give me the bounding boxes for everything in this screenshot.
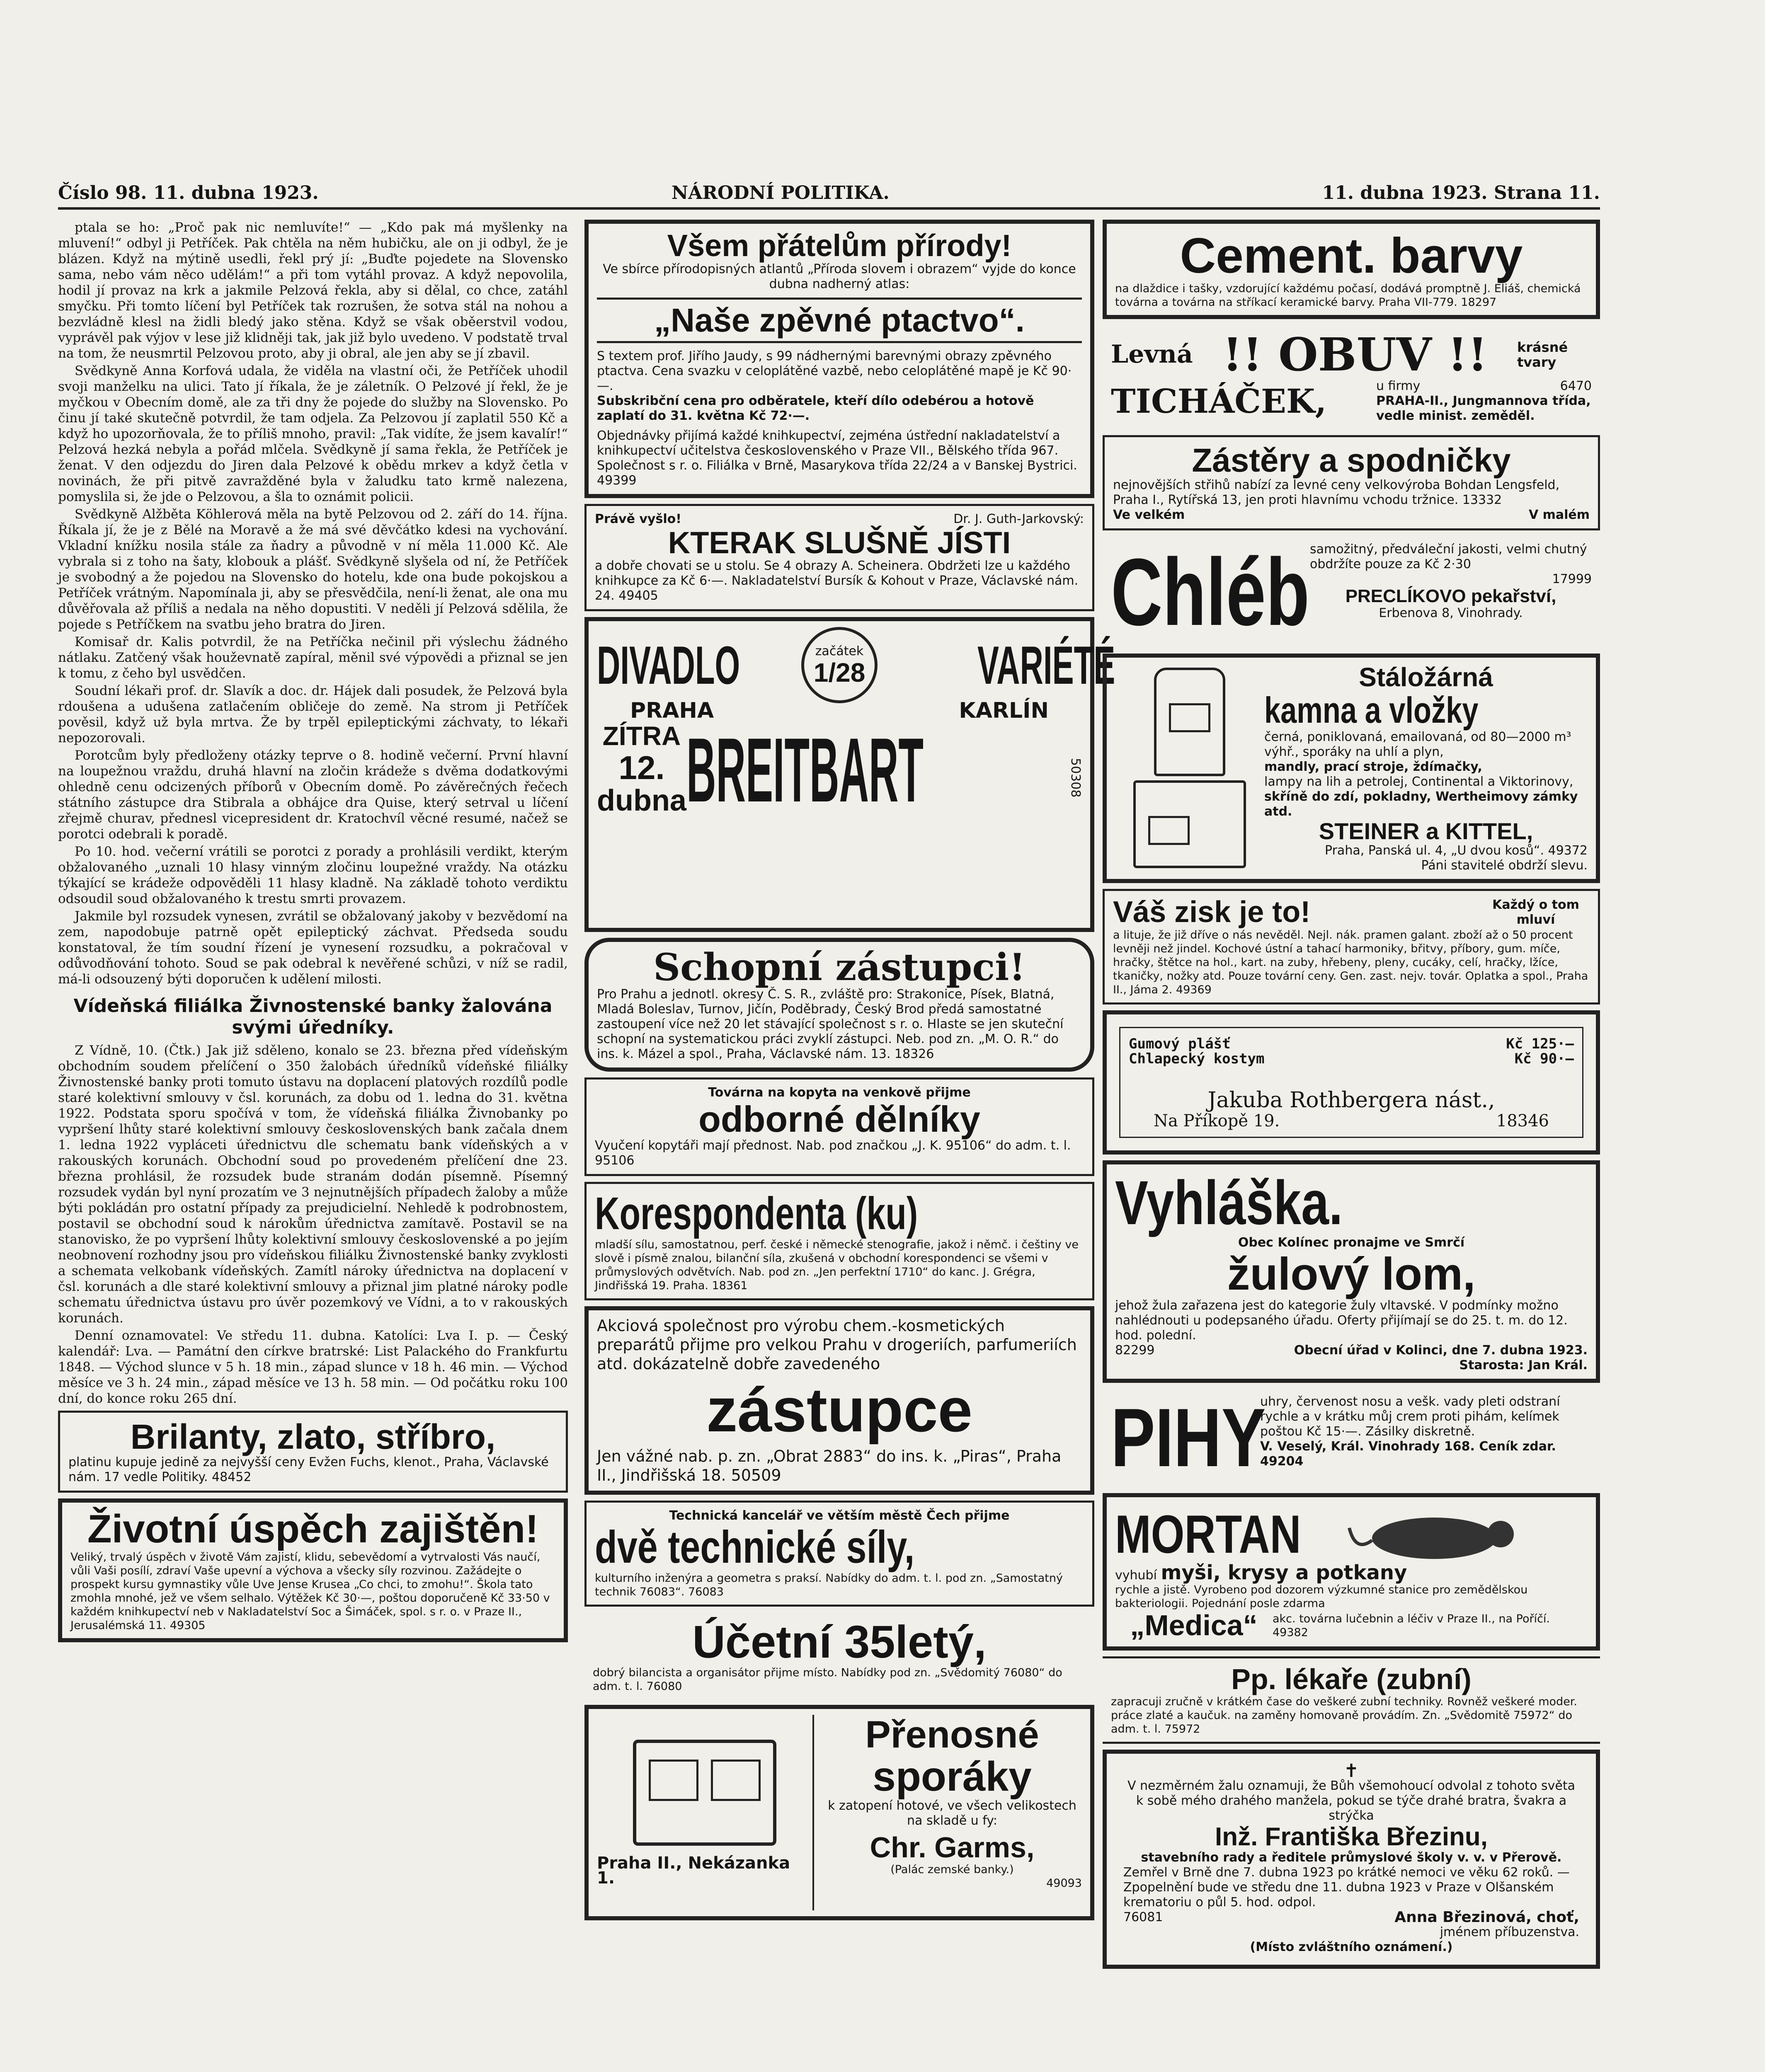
ad-vyhlaska-text: jehož žula zařazena jest do kategorie žuly vltavské. V podmínky možno nahlédnouti u podepsaného úřadu. Oferty přijímají se do 25. t. m. do 12. hod. polední. xyxy=(1115,1298,1568,1343)
ad-sporaky-note: (Palác zemské banky.) xyxy=(890,1863,1014,1876)
ad-cement-text: na dlaždice i tašky, vzdorující každému počasí, dodává promptně J. Eliáš, chemická továrna a továrna na stříkací keramické barvy. Praha VII-779. 18297 xyxy=(1115,282,1581,309)
ad-obuv xyxy=(1103,325,1600,429)
ad-korespondenta-text: mladší sílu, samostatnou, perf. české i německé stenografie, jakož i němč. i češtiny ve slově i písmě znalou, bilanční síla, zkušená v obchodní korespondenci se všemi v průmyslových odvětvích. Nab. pod zn. „Jen perfektní 1710“ do kanc. J. Grégra, Jindřišská 19. Praha. 18361 xyxy=(595,1238,1079,1292)
ad-mortan-title: MORTAN xyxy=(1115,1503,1301,1564)
ad-pihy-text: uhry, červenost nosu a vešk. vady pleti odstraní rychle a v krátku můj crem proti pihám, kelímek poštou Kč 15·—. Zásilky diskretně. xyxy=(1260,1394,1560,1439)
ad-mortan-text2: myši, krysy a potkany xyxy=(1161,1561,1407,1584)
ad-stalozarna-kamna xyxy=(1103,654,1600,883)
article-paragraph: Komisař dr. Kalis potvrdil, že na Petříčka nečinil při výslechu žádného nátlaku. Zatčený však houževnatě zapíral, měnil své výpovědi a přiznal se jen k tomu, z čeho byl usvědčen. xyxy=(58,634,568,681)
ad-pratele-text2: Subskribční cena pro odběratele, kteří dílo odebérou a hotově zaplatí do 31. května Kč 72·—. xyxy=(597,393,1034,423)
ad-rothberger-price1: Kč 125·— xyxy=(1506,1035,1574,1052)
ad-pihy xyxy=(1103,1389,1600,1487)
ad-lekare-text: zapracuji zručně v krátkém čase do veškeré zubní techniky. Rovněž veškeré moder. práce zlaté a kaučuk. na zaměny homovaně provádím. Zn. „Svědomitě 75972“ do adm. t. l. 75972 xyxy=(1111,1695,1578,1736)
stove-icon xyxy=(633,1740,776,1846)
ad-kamna-title1: Stáložárná xyxy=(1359,662,1493,692)
cooker-icon xyxy=(1133,780,1246,868)
ad-chleb-copy xyxy=(1310,542,1592,642)
ad-rothberger-row2 xyxy=(1129,1051,1574,1066)
ad-zastupce-text2: Jen vážné nab. p. zn. „Obrat 2883“ do ins. k. „Piras“, Praha II., Jindřišská 18. 50509 xyxy=(597,1447,1062,1485)
ad-schopni-title: Schopní zástupci! xyxy=(653,945,1026,990)
ad-obuv-top xyxy=(1111,328,1592,381)
ad-zivotni-title: Životní úspěch zajištěn! xyxy=(87,1507,539,1552)
ad-sporaky-text: k zatopení hotové, ve všech velikostech na skladě u fy: xyxy=(828,1798,1076,1828)
ad-ucetni-text: dobrý bilancista a organisátor přijme místo. Nabídky pod zn. „Svědomitý 76080“ do adm. t. l. 76080 xyxy=(593,1666,1062,1693)
article-headline: Vídeňská filiálka Živnostenské banky žalována svými úředníky. xyxy=(73,995,553,1038)
ad-kamna-text4: skříně do zdí, pokladny, Wertheimovy zámky atd. xyxy=(1264,789,1578,819)
ad-pratele-prirody xyxy=(584,220,1094,498)
ad-pratele-atlas: „Naše zpěvné ptactvo“. xyxy=(597,298,1082,343)
ad-delniky-text: Vyučení kopytáři mají přednost. Nab. pod značkou „J. K. 95106“ do adm. t. l. 95106 xyxy=(595,1138,1071,1168)
ad-obuv-firm: TICHÁČEK, xyxy=(1111,381,1327,421)
ad-zivotni xyxy=(58,1498,568,1642)
article-trial xyxy=(58,220,568,987)
ad-delniky-title: odborné dělníky xyxy=(698,1098,980,1140)
ad-schopni-zastupci xyxy=(584,938,1094,1072)
ad-sporaky-firm: Chr. Garms, xyxy=(870,1831,1035,1864)
ad-vyhlaska xyxy=(1103,1160,1600,1383)
article-paragraph: Svědkyně Alžběta Köhlerová měla na bytě Pelzovou od 2. září do 14. října. Říkala jí, že je z Bělé na Moravě a že má své děvčátko kdesi na vychování. Vkladní knížku nosila stále za ňadry a původně v ní měla 11.000 Kč. Ale vybrala si z toho na šaty, klobouk a plášť. Svědkyně slyšela od ní, že Petříček je svobodný a že pojedou na Slovensko do hotelu, kde ona bude pokojskou a Petříček vrátným. Napomínala ji, aby se přesvědčila, není-li ženat, ale ona mu důvěřovala až příliš a nedala na něho dopustiti. V neděli jí Pelzová sdělila, že pojede s Petříčkem na svatbu jeho bratra do Jiren. xyxy=(58,507,568,632)
ad-divadlo-zitra: ZÍTRA xyxy=(602,721,681,751)
ad-obuv-address xyxy=(1376,379,1592,424)
ad-pratele-title: Všem přátelům přírody! xyxy=(667,228,1012,263)
ad-divadlo-date xyxy=(597,722,686,818)
ad-mortan xyxy=(1103,1493,1600,1651)
ad-chleb-text: samožitný, předváleční jakosti, velmi chutný obdržíte pouze za Kč 2·30 xyxy=(1310,542,1587,571)
ad-zastery xyxy=(1103,435,1600,530)
ad-zisk-title: Váš zisk je to! xyxy=(1113,896,1311,929)
column-3 xyxy=(1103,220,1600,2072)
ad-parte-text2: Zemřel v Brně dne 7. dubna 1923 po krátké nemoci ve věku 62 roků. — Zpopelnění bude ve středu dne 11. dubna 1923 v Praze v Olšanském krematoriu o půl 5. hod. odpol. xyxy=(1123,1865,1570,1910)
ad-kamna-addr: Praha, Panská ul. 4, „U dvou kosů“. 49372 xyxy=(1325,843,1588,858)
ad-divadlo-title2: VARIÉTÉ xyxy=(977,635,1115,696)
ad-divadlo-code: 50308 xyxy=(1068,758,1083,798)
ad-technicke-line1: Technická kancelář ve větším městě Čech přijme xyxy=(669,1508,1010,1523)
ad-sporaky-code: 49093 xyxy=(1046,1877,1082,1890)
ad-prenosne-sporaky xyxy=(584,1705,1094,1920)
ad-mortan-text1: vyhubí xyxy=(1115,1568,1157,1583)
article-paragraph: Jakmile byl rozsudek vynesen, zvrátil se obžalovaný jakoby v bezvědomí na zem, napodobuje patrně opět epileptický záchvat. Předseda soudu konstatoval, že tím soudní řízení je vynesení rozsudku, a pokračoval v odůvodňování tohoto. Soud se pak odebral k nevěřené schůzi, v níž se radil, má-li odsouzený býti doporučen k udělení milosti. xyxy=(58,909,568,987)
article-paragraph: Z Vídně, 10. (Čtk.) Jak již sděleno, konalo se 23. března před vídeňským obchodním soudem přelíčení o 350 žalobách úředníků vídeňské filiálky Živnostenské banky proti tomuto ústavu na doplacení platových rozdílů podle staré kolektivní smlouvy v čsl. korunách, za dobu od 1. ledna do 31. května 1922. Podstata sporu spočívá v tom, že vídeňská filiálka Živnobanky po vypršení lhůty staré kolektivní smlouvy československých bank začala dnem 1. ledna 1922 vypláceti úřednictvu dle schematu bank vídeňských a v rakouských korunách. Obchodní soud po provedeném přelíčení dne 23. března prohlásil, že rozsudek bude stranám dodán písemně. Písemný rozsudek vydán byl nyní prozatím ve 3 nejnutnějších případech žaloby a může býti pokládán pro ostatní případy za prejudicielní. Nehledě k podrobnostem, postavil se obchodní soud k nárokům úřednictva zamítavě. Postavil se na stanovisko, že po vypršení lhůty kolektivní smlouvy československé a po jejím neobnovení rozhodny jsou pro vídeňskou filiálku Živnostenské banky zvyklosti a schemata velkobank vídeňských. Zamítl nároky úřednictva na doplacení v čsl. korunách a dle staré kolektivní smlouvy a přiznal jim platné nároky podle schematu úřednictva ústavu pro úvěr pozemkový ve Vídni, a to v rakouských korunách. xyxy=(58,1043,568,1326)
ad-obuv-levna: Levná xyxy=(1111,340,1193,369)
ad-divadlo-places xyxy=(597,698,1082,724)
ad-parte xyxy=(1103,1750,1600,1969)
header-issue: Číslo 98. 11. dubna 1923. xyxy=(58,182,319,203)
ad-ucetni-title: Účetní 35letý, xyxy=(692,1616,987,1668)
ad-kamna-copy xyxy=(1264,663,1588,873)
ad-kterak-top xyxy=(595,512,1084,527)
ad-parte-role: stavebního rady a ředitele průmyslové školy v. v. v Přerově. xyxy=(1141,1850,1562,1865)
ad-pihy-title: PIHY xyxy=(1111,1391,1266,1484)
ad-rothberger-item1: Gumový plášť xyxy=(1129,1035,1231,1052)
ad-brilanty-text: platinu kupuje jedině za nejvyšší ceny Evžen Fuchs, klenot., Praha, Václavské nám. 17 vedle Politiky. 48452 xyxy=(68,1455,549,1485)
header-title: NÁRODNÍ POLITIKA. xyxy=(672,182,890,203)
ad-divadlo-praha: PRAHA xyxy=(630,698,714,724)
ad-korespondenta-title: Korespondenta (ku) xyxy=(595,1188,918,1239)
article-paragraph: Porotcům byly předloženy otázky teprve o 8. hodině večerní. První hlavní na loupežnou vraždu, druhá hlavní na zločin krádeže s dvěma dodatkovými ohledně cenu odcizených příborů v Obecním domě. Po závěrečných řečech státního zástupce dra Stibrala a obhájce dra Quise, který setrval u líčení zřejmě churav, přednesl vicepresident dr. Kratochvíl věcné resumé, načež se porotci odebrali k poradě. xyxy=(58,748,568,842)
ad-mortan-text3: rychle a jistě. Vyrobeno pod dozorem výzkumné stanice pro zemědělskou bakteriologii. Pojednání posle zdarma xyxy=(1115,1583,1528,1610)
ad-kamna-text3: lampy na lih a petrolej, Continental a Viktorinovy, xyxy=(1264,774,1573,789)
ad-divadlo-time-badge xyxy=(801,627,878,703)
ad-rothberger xyxy=(1103,1010,1600,1155)
ad-obuv-side: krásné tvary xyxy=(1517,339,1568,370)
ad-rothberger-row1 xyxy=(1129,1036,1574,1051)
ad-kamna-note: Páni stavitelé obdrží slevu. xyxy=(1421,858,1588,873)
ad-kamna-images xyxy=(1115,663,1264,873)
ad-parte-text1: V nezměrném žalu oznamuji, že Bůh všemohoucí odvolal z tohoto světa k sobě mého drahého manžela, pokud se týče drahé bratra, švakra a strýčka xyxy=(1127,1778,1576,1823)
ad-zastery-title: Zástěry a spodničky xyxy=(1192,441,1511,479)
ad-chleb-code: 17999 xyxy=(1552,571,1592,586)
ad-sporaky-image xyxy=(597,1715,814,1910)
ad-zisk-text: a lituje, že již dříve o nás nevěděl. Nejl. nák. pramen galant. zboží až o 50 procent levněji než jindel. Kochové ústní a tahací harmoniky, břitvy, příbory, gum. míče, hračky, štětce na hol., kart. na zuby, hřebeny, pleny, cucáky, celí, hračky, lžíce, tkaničky, nožky atd. Pouze tovární ceny. Gen. zast. nejv. továr. Oplatka a spol., Praha II., Jámа 2. 49369 xyxy=(1113,928,1588,996)
ad-kterak-new: Právě vyšlo! xyxy=(595,511,681,526)
ad-zastery-text: nejnovějších střihů nabízí za levné ceny velkovýroba Bohdan Lengsfeld, Praha I., Rytířská 13, jen proti hlavnímu vchodu tržnice. 13332 xyxy=(1113,477,1560,507)
ad-parte-code: 76081 xyxy=(1123,1910,1163,1925)
ad-parte-foot xyxy=(1123,1910,1579,1925)
ad-parte-signer: Anna Březinová, choť, xyxy=(1394,1909,1579,1926)
ad-rothberger-firm: Jakuba Rothbergera nást., xyxy=(1207,1087,1495,1113)
ad-sporaky-addr: Praha II., Nekázanka 1. xyxy=(597,1854,790,1888)
ad-divadlo-variete xyxy=(584,617,1115,932)
ad-mortan-top xyxy=(1115,1503,1588,1565)
ad-vyhlaska-line1: Obec Kolínec pronajme ve Smrčí xyxy=(1238,1235,1465,1250)
ad-kterak-author: Dr. J. Guth-Jarkovský: xyxy=(953,511,1084,526)
column-1 xyxy=(58,220,568,2072)
ad-pratele-text3: Objednávky přijímá každé knihkupectví, zejména ústřední nakladatelství a knihkupectví učitelstva československého v Praze VII., Bělského třída 967. Společnost s r. o. Filiálka v Brně, Masarykova třída 22/24 a v Banskej Bystrici. 49399 xyxy=(597,428,1077,488)
ad-divadlo-bottom xyxy=(597,719,1082,821)
ad-chleb-title: Chléb xyxy=(1111,538,1310,645)
newspaper-page xyxy=(58,182,1600,2072)
ad-kamna-text1: černá, poniklovaná, emailovaná, od 80—2000 m³ výhř., sporáky na uhlí a plyn, xyxy=(1264,729,1571,759)
page-header xyxy=(58,182,1600,210)
ad-brilanty xyxy=(58,1411,568,1493)
article-paragraph: ptala se ho: „Proč pak nic nemluvíte!“ — „Kdo pak má myšlenky na mluvení!“ odbyl ji Petříček. Pak chtěla na něm hubičku, ale on ji odbyl, že je blázen. Když na mýtině usedli, řekl prý jí: „Buďte pojedete na Slovensko sama, nebo vám něco udělám!“ a při tom vytáhl provaz. A když nepovolila, hodil jí provaz na krk a jakmile Pelzová řekla, aby si dělal, co chce, zatáhl smyčku. Při tomto líčení byl Petříček tak rozrušen, že sotva stál na nohou a bezvládně klesl na židli bledý jako stěna. Když se však oběerstvil vodou, vyprávěl pak výjov v lese již klidněji tak, jak již bylo uvedeno. V podstatě trval na tom, že neusmrtil Pelzovou proto, aby ji obral, ale jen aby se jí zbavil. xyxy=(58,220,568,361)
ad-technicke-title: dvě technické síly, xyxy=(595,1522,915,1573)
ad-chleb-addr: Erbenova 8, Vinohrady. xyxy=(1379,605,1523,620)
ad-parte-note: (Místo zvláštního oznámení.) xyxy=(1250,1940,1453,1955)
ad-vyhlaska-foot xyxy=(1115,1343,1588,1358)
ad-sporaky-title1: Přenosné xyxy=(865,1714,1039,1756)
ad-divadlo-top xyxy=(597,627,1115,703)
ad-rothberger-item2: Chlapecký kostym xyxy=(1129,1050,1265,1067)
ad-divadlo-karlin: KARLÍN xyxy=(959,698,1049,724)
ad-rothberger-code: 18346 xyxy=(1496,1111,1549,1130)
ad-parte-signer2: jménem příbuzenstva. xyxy=(1440,1925,1579,1940)
ad-mortan-foot xyxy=(1115,1610,1588,1641)
ad-zastupce xyxy=(584,1306,1094,1495)
ad-mortan-line xyxy=(1115,1561,1588,1584)
ad-delniky-line1: Továrna na kopyta na venkově přijme xyxy=(708,1085,971,1100)
ad-pihy-copy xyxy=(1260,1394,1592,1481)
ad-zastery-foot-right: V malém xyxy=(1528,507,1590,522)
stove-icon xyxy=(1154,668,1225,776)
ad-obuv-addr: PRAHA-II., Jungmannova třída, vedle minist. zeměděl. xyxy=(1376,393,1591,423)
ad-divadlo-act: BREITBART xyxy=(686,719,924,821)
ad-kterak-title: KTERAK SLUŠNĚ JÍSTI xyxy=(668,525,1011,560)
ad-obuv-title: !! OBUV !! xyxy=(1222,328,1488,381)
ad-pratele-intro: Ve sbírce přírodopisných atlantů „Příroda slovem i obrazem“ vyjde do konce dubna nadherný atlas: xyxy=(603,261,1076,291)
ad-korespondenta xyxy=(584,1182,1094,1300)
ad-zastupce-title: zástupce xyxy=(706,1375,972,1445)
ad-divadlo-month: dubna xyxy=(597,784,686,817)
ad-zivotni-text: Veliký, trvalý úspěch v životě Vám zajistí, klidu, sebevědomí a vytrvalosti Vás naučí, vůli Vaši posílí, zdraví Vaše upevní a výchova a všecky síly rozvinou. Zažádejte o prospekt kursu gymnastiky vůle Uve Jense Krusea „Co chci, to zmohu!“. Škola tato zmohla mnohé, jež ve všem selhalo. Výtěžek Kč 30·—, poštou doporučeně Kč 33·50 v každém knihkupectví neb v Nakladatelství Soc a Šimáček, spol. s r. o. v Praze II., Jerusalémská 11. 49305 xyxy=(70,1550,550,1632)
ad-vyhlaska-code: 82299 xyxy=(1115,1343,1155,1358)
ad-lekare-title: Pp. lékaře (zubní) xyxy=(1231,1663,1472,1696)
ad-kterak-text: a dobře chovati se u stolu. Se 4 obrazy A. Scheinera. Obdržeti lze u každého knihkupce za Kč 6·—. Nakladatelství Bursík & Kohout v Praze, Václavské nám. 24. 49405 xyxy=(595,559,1079,603)
ad-rothberger-price2: Kč 90·— xyxy=(1514,1050,1574,1067)
ad-vyhlaska-mayor: Starosta: Jan Král. xyxy=(1459,1358,1588,1372)
ad-divadlo-badge-time: 1/28 xyxy=(813,657,866,687)
article-paragraph: Svědkyně Anna Korfová udala, že viděla na vlastní oči, že Petříček uhodil svoji manželku na ulici. Tato jí říkala, že je záletník. O Pelzové jí řekl, že je myčkou v Obecním domě, ale za tři dny že pojede do služby na Slovensko. Po činu jí také skutečně potvrdil, že tam odjela. Za Pelzovou jí zaplatil 550 Kč a když ho upozorňovala, že to příliš mnoho, pravil: „Tak vidíte, že jsem kavalír!“ Pelzová hezká nebyla a pořád mlčela. Svědkyně jí sama řekla, že Petříček je ženat. V den odjezdu do Jiren dala Pelzové k obědu mrkev a když četla v novinách, že při pitvě zavražděné byla v žaludku tato krmě nalezena, pomyslila si, že jde o Pelzovou, a šla to oznámit policii. xyxy=(58,363,568,504)
ad-vyhlaska-office: Obecní úřad v Kolinci, dne 7. dubna 1923. xyxy=(1294,1343,1588,1358)
ad-lekare xyxy=(1103,1656,1600,1744)
ad-vyhlaska-title2: žulový lom, xyxy=(1227,1249,1476,1300)
ad-ucetni xyxy=(584,1612,1094,1699)
ad-zisk-side: Každý o tom mluví xyxy=(1492,898,1579,927)
ad-divadlo-badge-top: začátek xyxy=(815,644,864,658)
ad-kamna-firm: STEINER a KITTEL, xyxy=(1319,818,1533,844)
ad-zastupce-text1: Akciová společnost pro výrobu chem.-kosmetických preparátů přijme pro velkou Prahu v drogeriích, parfumeriích atd. dokázatelně dobře zavedeného xyxy=(597,1316,1077,1373)
ad-rothberger-addr: Na Příkopě 19. xyxy=(1154,1111,1280,1130)
ad-zastery-foot xyxy=(1113,508,1590,523)
ad-cement-title: Cement. barvy xyxy=(1180,228,1523,283)
article-bank xyxy=(58,1043,568,1406)
ad-divadlo-day: 12. xyxy=(618,749,665,786)
ad-technicke-sily xyxy=(584,1501,1094,1607)
ad-kamna-title2: kamna a vložky xyxy=(1264,690,1479,731)
ad-sporaky-title2: sporáky xyxy=(873,1753,1032,1800)
ad-technicke-text: kulturního inženýra a geometra s praksí. Nabídky do adm. t. l. pod zn. „Samostatný technik 76083“. 76083 xyxy=(595,1571,1063,1598)
ad-rothberger-inner xyxy=(1119,1027,1583,1138)
header-date-page: 11. dubna 1923. Strana 11. xyxy=(1322,182,1600,203)
ad-zastery-foot-left: Ve velkém xyxy=(1113,507,1185,522)
ad-cement-barvy xyxy=(1103,220,1600,319)
rat-icon xyxy=(1347,1503,1521,1565)
ad-chleb xyxy=(1103,536,1600,648)
ad-obuv-code: 6470 xyxy=(1560,378,1592,393)
article-paragraph: Po 10. hod. večerní vrátili se porotci z porady a prohlásili verdikt, kterým obžalovaného „uznali 10 hlasy vinným zločinu loupežné vraždy. Na otázku týkající se krádeže odpověděli 11 hlasy kladně. Na základě tohoto verdiktu odsoudil soud obžalovaného k trestu smrti provazem. xyxy=(58,844,568,906)
ad-zisk-top xyxy=(1113,897,1590,928)
daily-notice: Denní oznamovatel: Ve středu 11. dubna. Katolíci: Lva I. p. — Český kalendář: Lva. — Památní den církve bratrské: List Palackého do Frankfurtu 1848. — Východ slunce v 5 h. 18 min., západ slunce v 18 h. 46 min. — Východ měsíce ve 3 h. 24 min., západ měsíce ve 13 h. 58 min. — Od počátku roku 100 dní, do konce roku 265 dní. xyxy=(58,1328,568,1406)
ad-divadlo-title1: DIVADLO xyxy=(597,635,740,696)
ad-vyhlaska-title: Vyhláška. xyxy=(1115,1167,1343,1237)
ad-kamna-text2: mandly, prací stroje, ždímačky, xyxy=(1264,759,1482,774)
ad-pihy-firm: V. Veselý, Král. Vinohrady 168. Ceník zdar. 49204 xyxy=(1260,1439,1556,1469)
ad-chleb-firm: PRECLÍKOVO pekařství, xyxy=(1345,586,1556,606)
ad-obuv-bottom xyxy=(1111,379,1592,424)
ad-pratele-text1: S textem prof. Jiřího Jaudy, s 99 nádhernými barevnými obrazy zpěvného ptactva. Cena svazku v celoplátěné vazbě, nebo celoplátěné mapě je Kč 90·—. xyxy=(597,349,1072,393)
ad-kterak xyxy=(584,504,1094,612)
ad-parte-name: Inž. Františka Březinu, xyxy=(1215,1822,1488,1851)
column-2 xyxy=(584,220,1115,2072)
ad-odborne-delniky xyxy=(584,1077,1094,1176)
cross-icon: ✝ xyxy=(1343,1760,1359,1782)
ad-mortan-firm: „Medica“ xyxy=(1130,1609,1258,1641)
ad-rothberger-foot xyxy=(1129,1113,1574,1128)
ad-vas-zisk xyxy=(1103,889,1600,1005)
ad-obuv-firm-pre: u firmy xyxy=(1376,378,1421,393)
ad-brilanty-title: Brilanty, zlato, stříbro, xyxy=(130,1417,496,1456)
article-paragraph: Soudní lékaři prof. dr. Slavík a doc. dr. Hájek dali posudek, že Pelzová byla rdoušena a udušena zatlačením obličeje do země. Na strom ji Petříček pověsil, když už byla mrtva. Že by trpěl epileptickými záchvaty, to lékaři nepozorovali. xyxy=(58,683,568,746)
ad-mortan-addr: akc. továrna lučebnin a léčiv v Praze II., na Poříčí. 49382 xyxy=(1273,1612,1550,1639)
ad-schopni-text: Pro Prahu a jednotl. okresy Č. S. R., zvláště pro: Strakonice, Písek, Blatná, Mladá Boleslav, Turnov, Jičín, Poděbrady, Český Brod předá samostatné zastoupení více než 20 let stávající společnost s r. o. Hlaste se jen skuteční schopní na systematickou práci zvyklí zástupci. Neb. pod zn. „M. O. R.“ do ins. k. Mázel a spol., Praha, Václavské nám. 13. 18326 xyxy=(597,987,1064,1061)
ad-sporaky-copy xyxy=(814,1715,1082,1910)
